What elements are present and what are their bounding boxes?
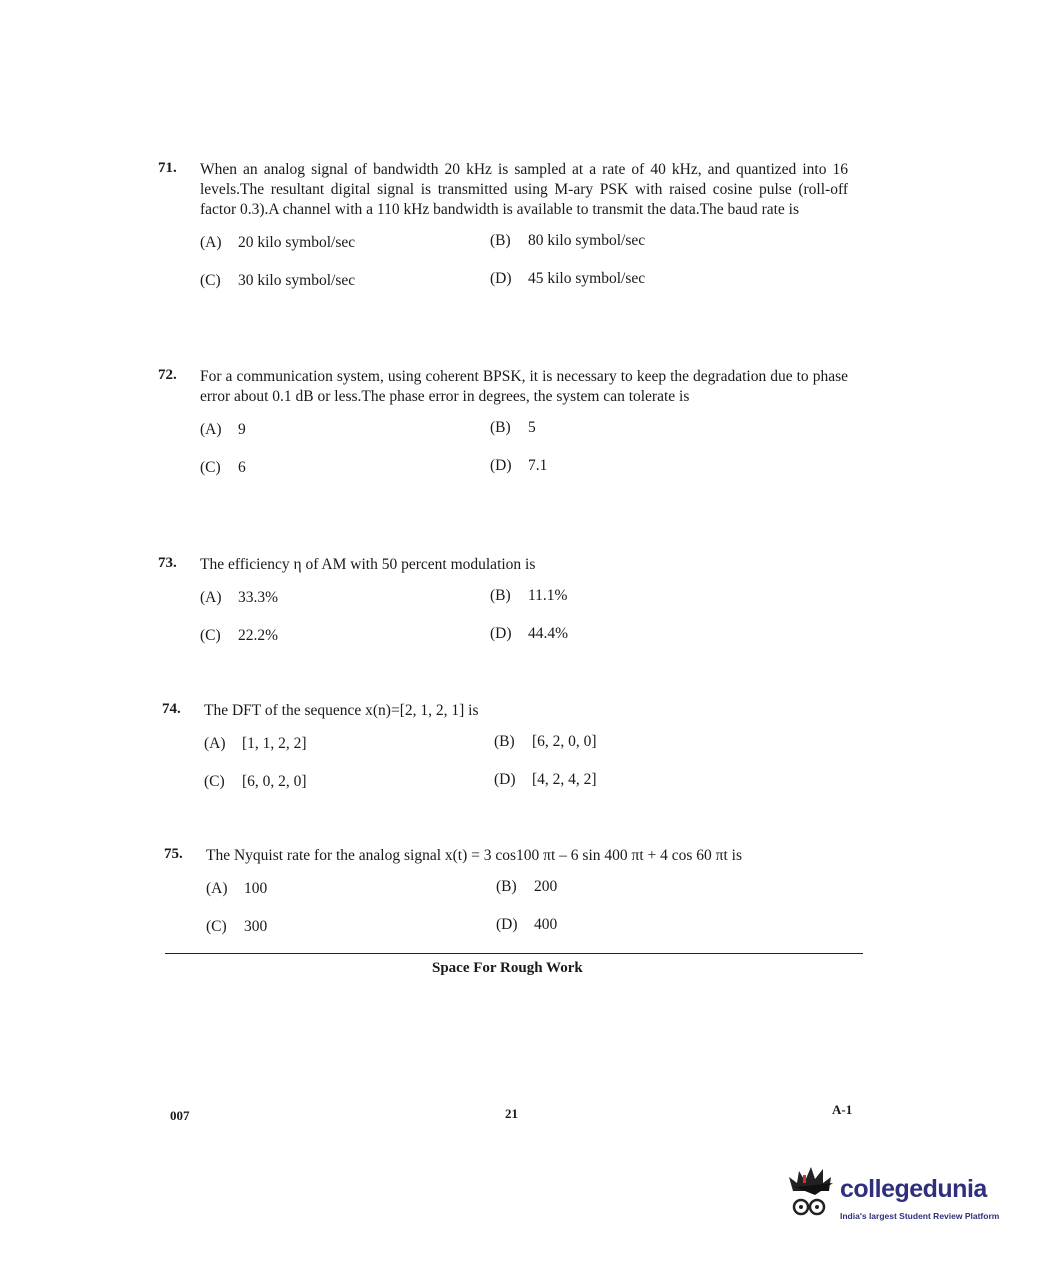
- option-label: (B): [490, 419, 511, 436]
- option-label: (D): [490, 270, 512, 287]
- option-b: [490, 232, 645, 250]
- option-a: [200, 589, 278, 607]
- option-label: (C): [200, 627, 221, 644]
- option-text: 45 kilo symbol/sec: [528, 270, 646, 287]
- option-text: 5: [528, 419, 536, 436]
- footer-series: A-1: [832, 1102, 853, 1117]
- question-number: 75.: [164, 846, 183, 862]
- option-text: 300: [244, 918, 268, 935]
- option-text: 6: [238, 459, 246, 476]
- option-c: [204, 773, 307, 791]
- option-text: 44.4%: [528, 625, 569, 642]
- option-a: [206, 880, 267, 898]
- option-label: (B): [494, 733, 515, 750]
- option-c: [200, 627, 278, 645]
- options: [204, 735, 852, 815]
- option-text: 100: [244, 880, 268, 897]
- option-label: (A): [200, 234, 222, 251]
- question-72: [158, 367, 848, 501]
- rough-work-label: Space For Rough Work: [432, 960, 583, 976]
- options: [200, 589, 848, 669]
- option-a: [200, 234, 355, 252]
- option-d: [490, 457, 547, 475]
- divider: [165, 953, 863, 954]
- option-a: [200, 421, 246, 439]
- option-label: (A): [200, 421, 222, 438]
- option-label: (C): [200, 459, 221, 476]
- footer-code: 007: [170, 1108, 190, 1123]
- option-d: [494, 771, 597, 789]
- question-number: 72.: [158, 367, 177, 383]
- option-b: [494, 733, 597, 751]
- options: [206, 880, 864, 960]
- options: [200, 234, 848, 314]
- page-number: 21: [505, 1106, 518, 1121]
- option-text: [4, 2, 4, 2]: [532, 771, 597, 788]
- logo-wordmark: collegedunia: [840, 1175, 987, 1203]
- question-75: [164, 846, 864, 960]
- option-label: (C): [200, 272, 221, 289]
- option-label: (B): [490, 587, 511, 604]
- option-a: [204, 735, 307, 753]
- question-text: The Nyquist rate for the analog signal x(t) = 3 cos100 πt – 6 sin 400 πt + 4 cos 60 πt is: [206, 847, 743, 864]
- option-text: [6, 0, 2, 0]: [242, 773, 307, 790]
- option-text: 9: [238, 421, 246, 438]
- logo-tagline: India's largest Student Review Platform: [840, 1211, 1000, 1221]
- question-number: 74.: [162, 701, 181, 717]
- option-text: 7.1: [528, 457, 548, 474]
- question-74: [162, 701, 852, 815]
- question-text: When an analog signal of bandwidth 20 kHz is sampled at a rate of 40 kHz, and quantized into 16 levels.The resultant digital signal is transmitted using M-ary PSK with raised cosine pulse (roll-off factor 0.3).A channel with a 110 kHz bandwidth is available to transmit the data.The baud rate is: [200, 161, 848, 218]
- option-c: [200, 272, 355, 290]
- question-73: [158, 555, 848, 669]
- option-b: [496, 878, 557, 896]
- question-text: The efficiency η of AM with 50 percent modulation is: [200, 556, 536, 573]
- option-label: (D): [490, 625, 512, 642]
- option-d: [490, 625, 568, 643]
- option-label: (A): [204, 735, 226, 752]
- option-label: (D): [496, 916, 518, 933]
- question-text: The DFT of the sequence x(n)=[2, 1, 2, 1] is: [204, 702, 479, 719]
- question-number: 73.: [158, 555, 177, 571]
- question-number: 71.: [158, 160, 177, 176]
- collegedunia-logo: [785, 1163, 1015, 1229]
- mascot-icon: [785, 1163, 837, 1225]
- option-label: (D): [494, 771, 516, 788]
- option-text: 30 kilo symbol/sec: [238, 272, 356, 289]
- option-text: 11.1%: [528, 587, 568, 604]
- option-label: (C): [204, 773, 225, 790]
- option-d: [496, 916, 557, 934]
- option-text: [1, 1, 2, 2]: [242, 735, 307, 752]
- option-b: [490, 587, 567, 605]
- option-label: (B): [490, 232, 511, 249]
- option-label: (C): [206, 918, 227, 935]
- option-text: [6, 2, 0, 0]: [532, 733, 597, 750]
- option-text: 200: [534, 878, 558, 895]
- option-text: 400: [534, 916, 558, 933]
- option-b: [490, 419, 536, 437]
- option-label: (A): [200, 589, 222, 606]
- option-text: 22.2%: [238, 627, 279, 644]
- option-label: (B): [496, 878, 517, 895]
- option-label: (A): [206, 880, 228, 897]
- option-c: [206, 918, 267, 936]
- option-text: 20 kilo symbol/sec: [238, 234, 356, 251]
- option-text: 33.3%: [238, 589, 279, 606]
- options: [200, 421, 848, 501]
- option-label: (D): [490, 457, 512, 474]
- option-d: [490, 270, 645, 288]
- question-71: [158, 160, 848, 314]
- option-c: [200, 459, 246, 477]
- question-text: For a communication system, using coherent BPSK, it is necessary to keep the degradation due to phase error about 0.1 dB or less.The phase error in degrees, the system can tolerate is: [200, 368, 848, 405]
- option-text: 80 kilo symbol/sec: [528, 232, 646, 249]
